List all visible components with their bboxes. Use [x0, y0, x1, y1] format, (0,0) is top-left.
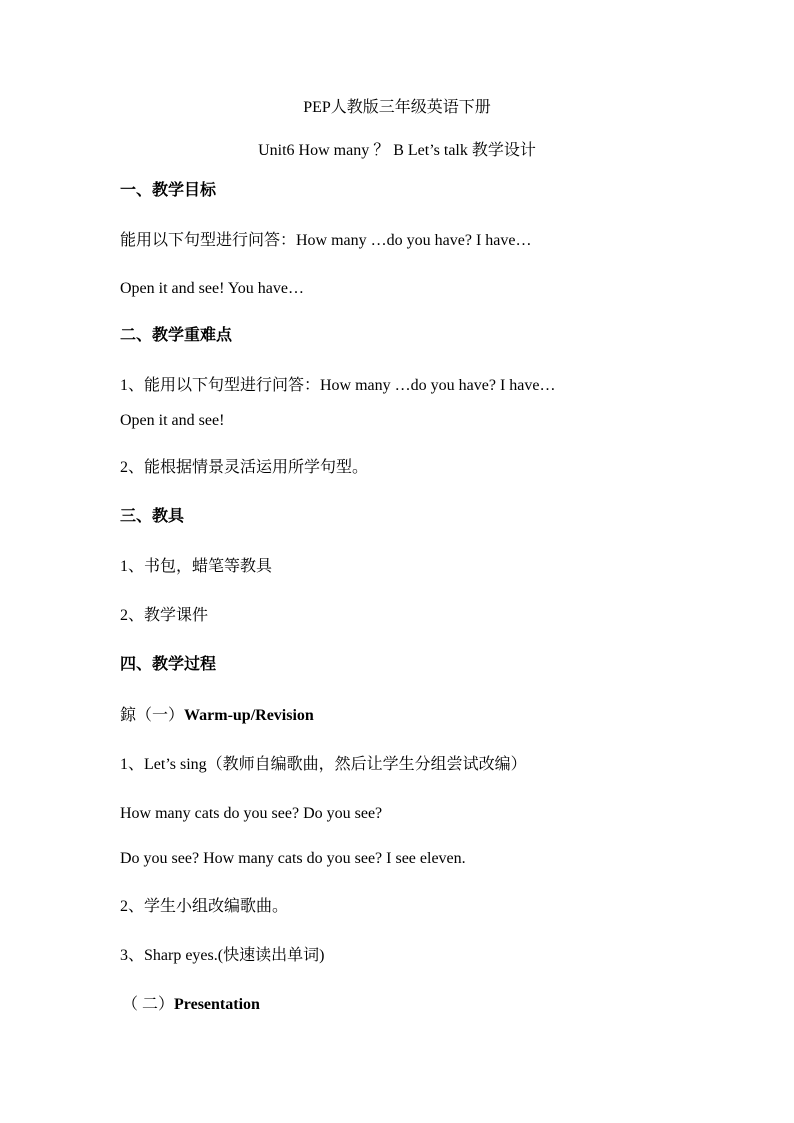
objective-line-2: Open it and see! You have…	[120, 280, 304, 297]
process-line-2: How many cats do you see? Do you see?	[120, 805, 383, 822]
material-line-1: 1、书包，蜡笔等教具	[120, 558, 273, 575]
section-heading-key-points: 二、教学重难点	[120, 327, 233, 344]
objective-line-1: 能用以下句型进行问答：How many …do you have? I have…	[120, 232, 532, 249]
process-line-4: 2、学生小组改编歌曲。	[120, 898, 289, 915]
subsection-presentation	[122, 995, 260, 1015]
subsection-warm-up-title: Warm-up/Revision	[184, 707, 314, 724]
section-heading-process: 四、教学过程	[120, 656, 217, 673]
key-point-line-2: Open it and see!	[120, 412, 225, 429]
process-line-1: 1、Let’s sing（教师自编歌曲，然后让学生分组尝试改编）	[120, 756, 527, 773]
process-line-3: Do you see? How many cats do you see? I see eleven.	[120, 850, 466, 867]
section-heading-objectives: 一、教学目标	[120, 182, 217, 199]
subsection-presentation-title: Presentation	[174, 996, 260, 1013]
subsection-warm-up-prefix: 鍄（一）	[120, 707, 185, 724]
process-line-5: 3、Sharp eyes.(快速读出单词)	[120, 947, 325, 964]
document-subtitle: Unit6 How many ？ B Let’s talk 教学设计	[258, 142, 536, 159]
key-point-line-1: 1、能用以下句型进行问答：How many …do you have? I have…	[120, 377, 556, 394]
material-line-2: 2、教学课件	[120, 607, 209, 624]
document-title: PEP人教版三年级英语下册	[303, 99, 491, 116]
subsection-warm-up	[120, 706, 314, 726]
section-heading-materials: 三、教具	[120, 508, 185, 525]
key-point-line-3: 2、能根据情景灵活运用所学句型。	[120, 459, 369, 476]
subsection-presentation-prefix: （ 二）	[122, 996, 175, 1013]
